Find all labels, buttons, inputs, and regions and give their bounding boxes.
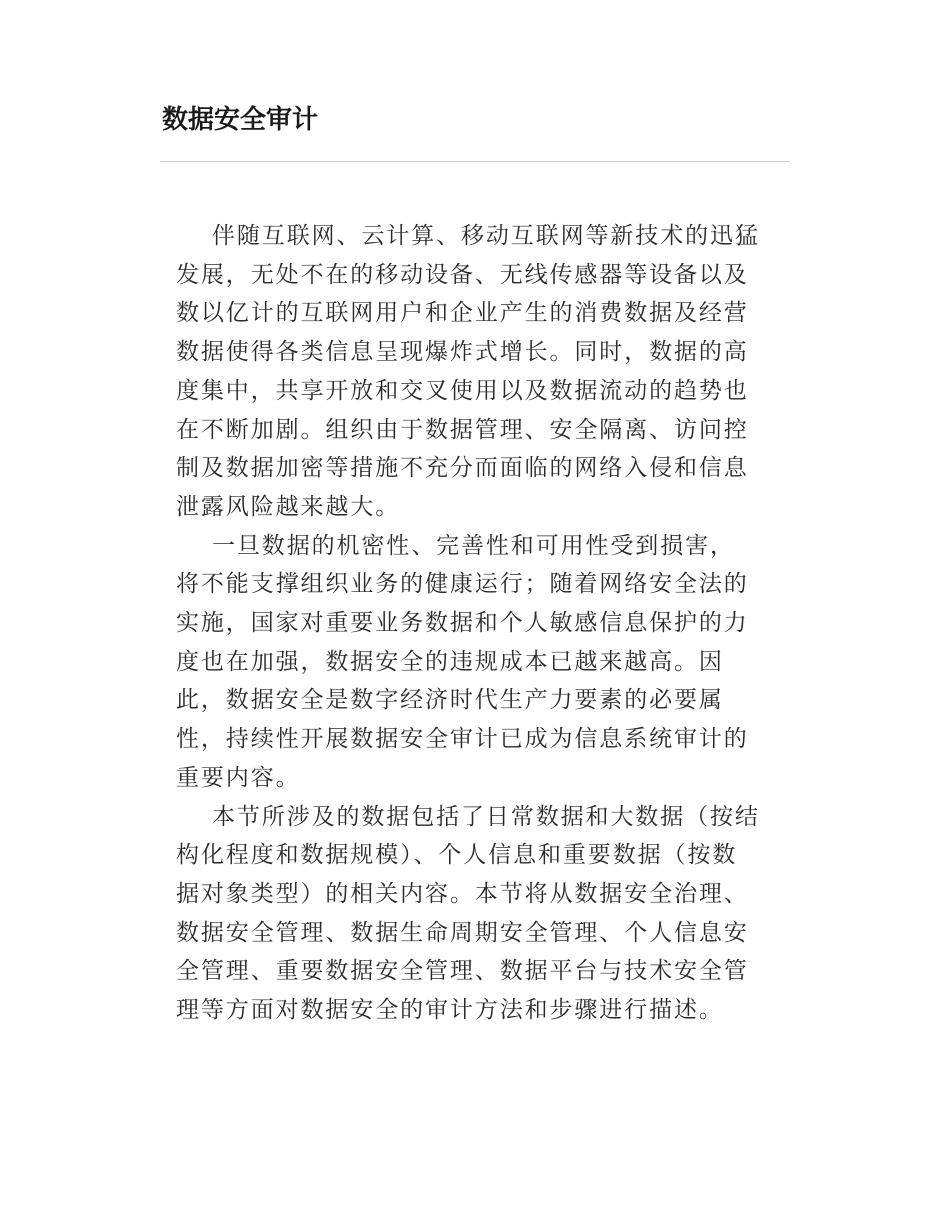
paragraph-line: 数据使得各类信息呈现爆炸式增长。同时，数据的高: [176, 339, 749, 366]
paragraph-line: 全管理、重要数据安全管理、数据平台与技术安全管: [176, 958, 749, 985]
paragraph-line: 伴随互联网、云计算、移动互联网等新技术的迅猛: [212, 223, 760, 249]
paragraph-line: 数以亿计的互联网用户和企业产生的消费数据及经营: [176, 300, 749, 327]
paragraph-line: 发展，无处不在的移动设备、无线传感器等设备以及: [176, 261, 749, 288]
paragraph-line: 性，持续性开展数据安全审计已成为信息系统审计的: [176, 726, 749, 753]
title-divider: [160, 161, 790, 162]
paragraph-line: 本节所涉及的数据包括了日常数据和大数据（按结: [212, 803, 760, 830]
paragraph-1: [176, 217, 776, 527]
paragraph-line: 制及数据加密等措施不充分而面临的网络入侵和信息: [176, 455, 749, 482]
paragraph-3: [176, 798, 776, 1030]
paragraph-line: 将不能支撑组织业务的健康运行；随着网络安全法的: [176, 571, 749, 598]
paragraph-line: 理等方面对数据安全的审计方法和步骤进行描述。: [176, 997, 724, 1024]
body-text: [176, 217, 776, 1030]
paragraph-line: 在不断加剧。组织由于数据管理、安全隔离、访问控: [176, 416, 749, 443]
page-title: 数据安全审计: [162, 105, 319, 135]
paragraph-line: 此，数据安全是数字经济时代生产力要素的必要属: [176, 687, 724, 714]
paragraph-line: 重要内容。: [176, 764, 301, 791]
paragraph-2: [176, 527, 776, 798]
paragraph-line: 泄露风险越来越大。: [176, 493, 401, 520]
paragraph-line: 度也在加强，数据安全的违规成本已越来越高。因: [176, 648, 724, 675]
paragraph-line: 一旦数据的机密性、完善性和可用性受到损害，: [212, 532, 735, 559]
paragraph-line: 度集中，共享开放和交叉使用以及数据流动的趋势也: [176, 377, 749, 404]
paragraph-line: 据对象类型）的相关内容。本节将从数据安全治理、: [176, 880, 749, 907]
paragraph-line: 构化程度和数据规模）、个人信息和重要数据（按数: [176, 842, 738, 869]
paragraph-line: 数据安全管理、数据生命周期安全管理、个人信息安: [176, 919, 749, 946]
paragraph-line: 实施，国家对重要业务数据和个人敏感信息保护的力: [176, 610, 749, 637]
